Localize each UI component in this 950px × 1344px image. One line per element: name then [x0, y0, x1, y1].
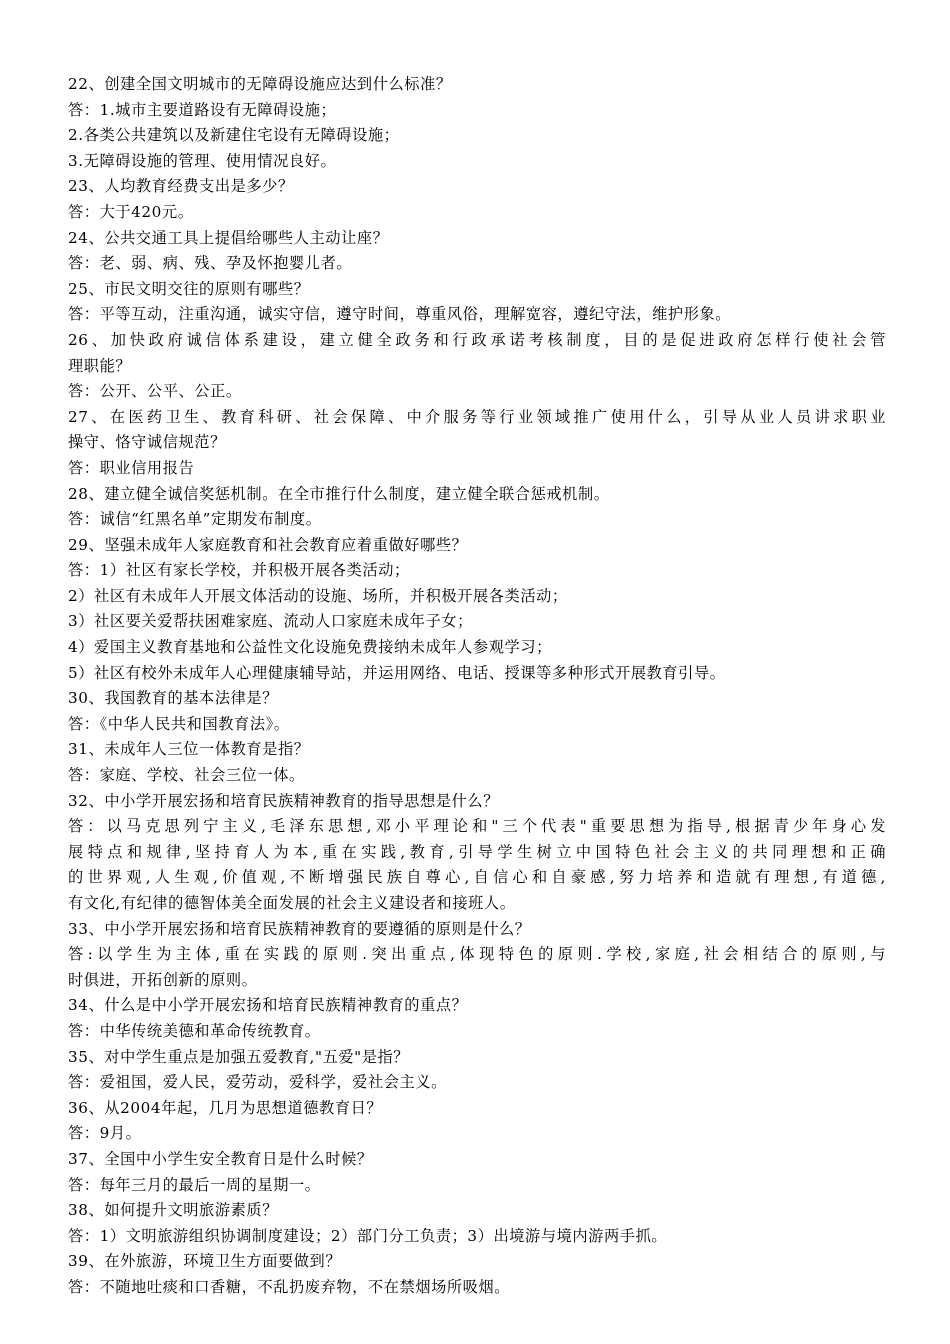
text-line: 答：大于420元。	[68, 202, 194, 221]
text-line: 32、中小学开展宏扬和培育民族精神教育的指导思想是什么？	[68, 791, 500, 810]
text-line: 2）社区有未成年人开展文体活动的设施、场所，并积极开展各类活动；	[68, 586, 568, 605]
text-line: 30、我国教育的基本法律是？	[68, 689, 278, 708]
text-line: 24、公共交通工具上提倡给哪些人主动让座？	[68, 228, 389, 247]
text-line: 答：1）社区有家长学校，并积极开展各类活动；	[68, 561, 410, 580]
text-line: 26、加快政府诚信体系建设，建立健全政务和行政承诺考核制度，目的是促进政府怎样行使社会管	[68, 330, 886, 349]
text-line: 答：以马克思列宁主义,毛泽东思想,邓小平理论和"三个代表"重要思想为指导,根据青少年身心发	[68, 817, 886, 836]
text-line: 33、中小学开展宏扬和培育民族精神教育的要遵循的原则是什么？	[68, 919, 531, 938]
text-line: 答：不随地吐痰和口香糖，不乱扔废弃物，不在禁烟场所吸烟。	[68, 1277, 511, 1296]
text-line: 答：职业信用报告	[68, 458, 195, 477]
text-line: 答：中华传统美德和革命传统教育。	[68, 1021, 321, 1040]
text-line: 的世界观,人生观,价值观,不断增强民族自尊心,自信心和自豪感,努力培养和造就有理想,有道德,	[68, 868, 886, 887]
text-line: 操守、恪守诚信规范？	[68, 433, 226, 452]
text-line: 22、创建全国文明城市的无障碍设施应达到什么标准？	[68, 75, 452, 93]
text-line: 34、什么是中小学开展宏扬和培育民族精神教育的重点？	[68, 996, 468, 1015]
text-line: 答：老、弱、病、残、孕及怀抱婴儿者。	[68, 254, 353, 273]
text-line: 27、在医药卫生、教育科研、社会保障、中介服务等行业领域推广使用什么，引导从业人员讲求职业	[68, 407, 886, 426]
text-line: 25、市民文明交往的原则有哪些？	[68, 279, 310, 298]
text-line: 答：诚信“红黑名单”定期发布制度。	[68, 510, 322, 529]
text-line: 39、在外旅游，环境卫生方面要做到？	[68, 1252, 342, 1271]
text-line: 答：1.城市主要道路设有无障碍设施；	[68, 100, 337, 119]
text-line: 答：家庭、学校、社会三位一体。	[68, 766, 305, 785]
text-line: 理职能？	[68, 356, 132, 375]
text-line: 3）社区要关爱帮扶困难家庭、流动人口家庭未成年子女；	[68, 612, 473, 631]
text-line: 有文化,有纪律的德智体美全面发展的社会主义建设者和接班人。	[68, 894, 516, 912]
text-line: 答：每年三月的最后一周的星期一。	[68, 1175, 321, 1194]
text-line: 时俱进，开拓创新的原则。	[68, 970, 258, 989]
text-line: 展特点和规律,坚持育人为本,重在实践,教育,引导学生树立中国特色社会主义的共同理想和正确	[68, 842, 886, 861]
text-line: 4）爱国主义教育基地和公益性文化设施免费接纳未成年人参观学习；	[68, 638, 552, 657]
text-line: 5）社区有校外未成年人心理健康辅导站，并运用网络、电话、授课等多种形式开展教育引导。	[68, 663, 726, 682]
text-line: 37、全国中小学生安全教育日是什么时候？	[68, 1149, 373, 1168]
text-line: 29、坚强未成年人家庭教育和社会教育应着重做好哪些？	[68, 535, 468, 554]
text-line: 答：9月。	[68, 1124, 142, 1143]
text-line: 38、如何提升文明旅游素质？	[68, 1201, 278, 1220]
text-line: 答：平等互动，注重沟通，诚实守信，遵守时间，尊重风俗，理解宽容，遵纪守法，维护形象。	[68, 305, 732, 324]
document-page	[68, 72, 886, 1301]
text-line: 3.无障碍设施的管理、使用情况良好。	[68, 151, 337, 170]
text-line: 答：公开、公平、公正。	[68, 382, 242, 401]
text-line: 答：《中华人民共和国教育法》。	[68, 714, 290, 733]
text-line: 答:以学生为主体,重在实践的原则.突出重点,体现特色的原则.学校,家庭,社会相结合的原则,与	[68, 945, 886, 964]
text-line: 31、未成年人三位一体教育是指？	[68, 740, 310, 759]
text-line: 2.各类公共建筑以及新建住宅设有无障碍设施；	[68, 126, 400, 145]
text-line: 23、人均教育经费支出是多少？	[68, 177, 294, 196]
text-line: 28、建立健全诚信奖惩机制。在全市推行什么制度，建立健全联合惩戒机制。	[68, 484, 610, 503]
text-line: 35、对中学生重点是加强五爱教育,"五爱"是指？	[68, 1047, 410, 1066]
text-line: 答：爱祖国，爱人民，爱劳动，爱科学，爱社会主义。	[68, 1073, 447, 1092]
text-line: 答：1）文明旅游组织协调制度建设；2）部门分工负责；3）出境游与境内游两手抓。	[68, 1226, 668, 1245]
text-line: 36、从2004年起，几月为思想道德教育日？	[68, 1098, 383, 1117]
